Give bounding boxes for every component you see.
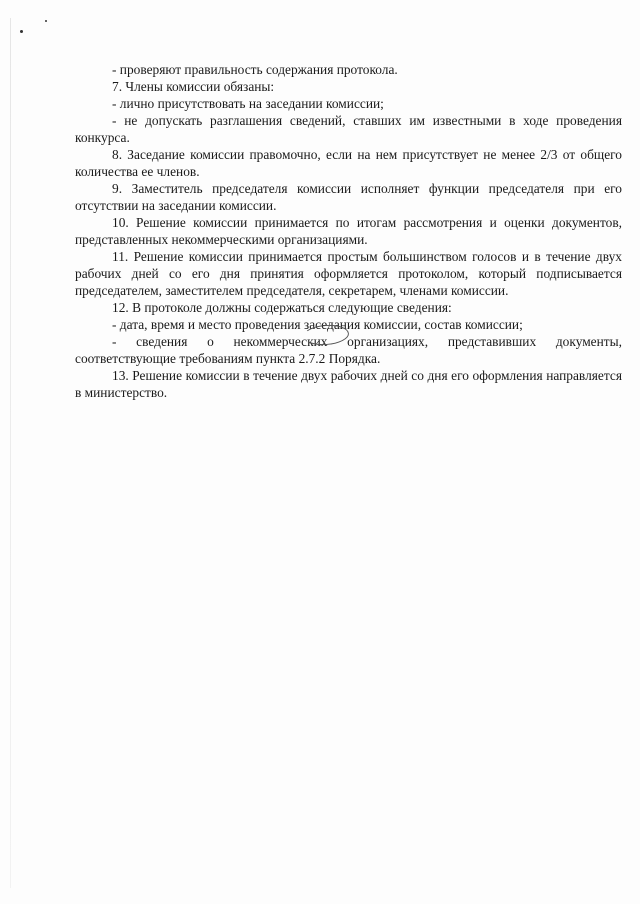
paragraph: - проверяют правильность содержания протокола. [112, 62, 398, 77]
paragraph: - дата, время и место проведения заседания комиссии, состав комиссии; [112, 317, 523, 332]
document-body [75, 61, 622, 401]
paragraph: - лично присутствовать на заседании комиссии; [112, 96, 384, 111]
paragraph: 8. Заседание комиссии правомочно, если на нем присутствует не менее 2/3 от общего количества ее членов. [75, 147, 622, 179]
paragraph: 9. Заместитель председателя комиссии исполняет функции председателя при его отсутствии на заседании комиссии. [75, 181, 622, 213]
paragraph: - сведения о некоммерческих организациях, представивших документы, соответствующие требованиям пункта 2.7.2 Порядка. [75, 334, 622, 366]
paragraph: 13. Решение комиссии в течение двух рабочих дней со дня его оформления направляется в министерство. [75, 368, 622, 400]
paragraph: - не допускать разглашения сведений, ставших им известными в ходе проведения конкурса. [75, 113, 622, 145]
scan-speck [20, 30, 23, 33]
paragraph: 7. Члены комиссии обязаны: [112, 79, 275, 94]
paragraph: 12. В протоколе должны содержаться следующие сведения: [112, 300, 452, 315]
paragraph: 10. Решение комиссии принимается по итогам рассмотрения и оценки документов, представленных некоммерческими организациями. [75, 215, 622, 247]
scan-edge-line [10, 18, 11, 888]
paragraph: 11. Решение комиссии принимается простым большинством голосов и в течение двух рабочих дней со его дня принятия оформляется протоколом, который подписывается председателем, заместителем председателя, секретарем, членами комиссии. [75, 249, 622, 298]
scan-speck [45, 20, 47, 22]
